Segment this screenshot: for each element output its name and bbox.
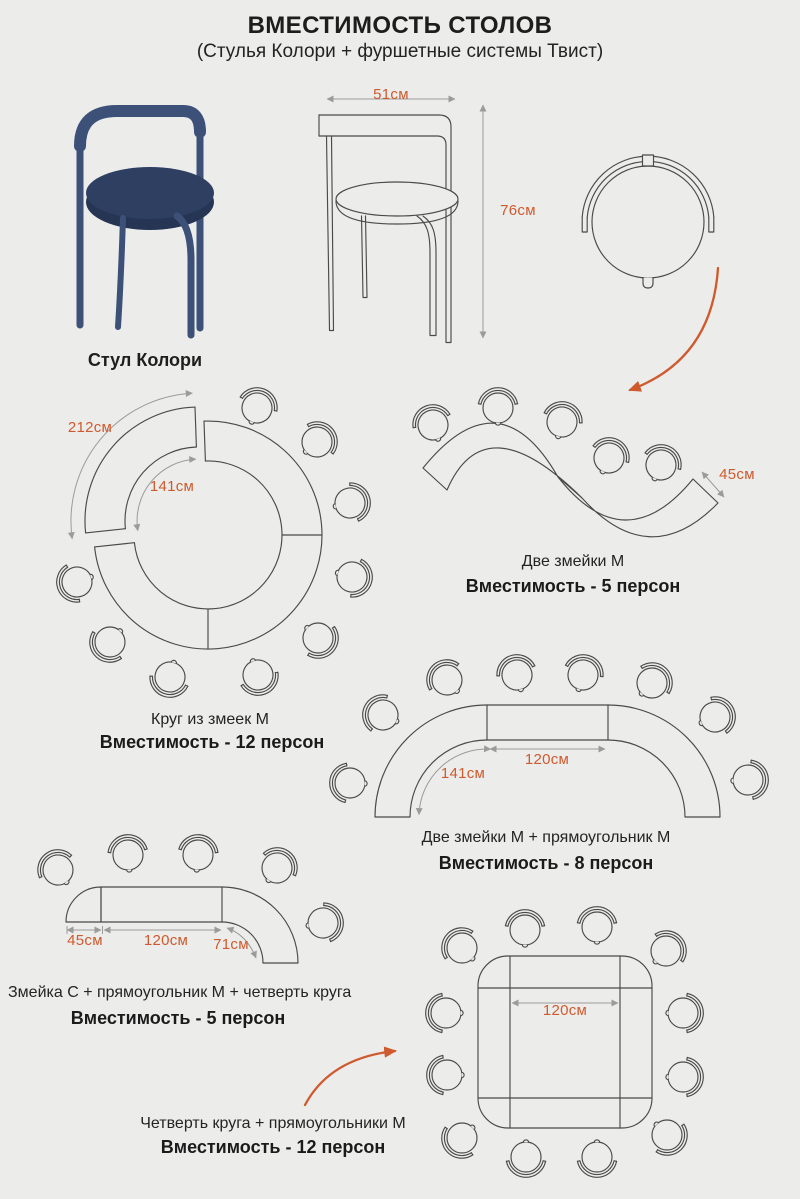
- chair-top-icon: [356, 689, 406, 740]
- chair-top-icon: [584, 431, 635, 481]
- dimension-label: 71см: [213, 936, 249, 953]
- page-title: ВМЕСТИМОСТЬ СТОЛОВ: [247, 12, 553, 39]
- chair-top-icon: [107, 833, 149, 874]
- chair-top-icon: [666, 993, 703, 1032]
- wave-diagram: [405, 395, 770, 605]
- chair-top-icon: [666, 1057, 703, 1096]
- chair-top-icon: [329, 479, 374, 526]
- chair-top-icon: [177, 833, 219, 874]
- chair-top-icon: [251, 840, 305, 893]
- outer-dimension-arc: [71, 393, 192, 539]
- arch-layout-capacity: Вместимость - 8 персон: [438, 853, 654, 873]
- chair-top-icon: [730, 759, 769, 800]
- square-diagram: [425, 895, 717, 1190]
- square-layout-capacity: Вместимость - 12 персон: [160, 1137, 386, 1157]
- chair-top-icon: [626, 655, 680, 709]
- chair-top-icon: [640, 923, 694, 977]
- chair-top-icon: [329, 763, 368, 803]
- square-layout-name: Четверть круга + прямоугольники М: [140, 1115, 406, 1132]
- chair-photo-label: Стул Колори: [87, 350, 203, 370]
- arch-layout-name: Две змейки М + прямоугольник М: [421, 829, 671, 846]
- chair-top-icon: [51, 558, 100, 608]
- chair-top-icon: [291, 414, 345, 468]
- chair-top-icon: [636, 438, 687, 488]
- chair-top-icon: [539, 397, 587, 443]
- dimension-label: 120см: [542, 1002, 588, 1019]
- chair-top-icon: [641, 1109, 695, 1163]
- snake-combo-diagram: [20, 840, 365, 980]
- chair-top-icon: [559, 650, 607, 697]
- ring-table: [85, 407, 322, 649]
- ring-layout-name: Круг из змеек М: [151, 711, 269, 728]
- chair-top-icon: [691, 691, 741, 742]
- snake-combo-layout-capacity: Вместимость - 5 персон: [70, 1008, 286, 1028]
- square-table: [478, 956, 652, 1128]
- chair-top-icon: [506, 1140, 545, 1177]
- wave-layout-name: Две змейки М: [521, 553, 625, 570]
- ring-layout-capacity: Вместимость - 12 персон: [99, 732, 325, 752]
- chair-photo: [55, 90, 245, 352]
- snake-combo-layout-name: Змейка С + прямоугольник М + четверть круга: [8, 984, 352, 1001]
- dimension-label: 45см: [67, 932, 103, 949]
- chair-top-icon: [419, 652, 473, 706]
- dimension-label: 212см: [67, 419, 113, 436]
- chair-top-icon: [434, 920, 488, 974]
- wave-layout-capacity: Вместимость - 5 персон: [465, 576, 681, 596]
- arch-diagram: [330, 655, 770, 835]
- page-subtitle: (Стулья Колори + фуршетные системы Твист): [196, 41, 604, 62]
- chair-top-icon: [82, 616, 136, 670]
- curved-arrow-icon: [290, 1035, 420, 1120]
- chair-top-icon: [303, 900, 347, 945]
- chair-top-icon: [234, 652, 284, 701]
- chair-front-drawing: [300, 85, 545, 355]
- chair-top-icon: [434, 1112, 488, 1166]
- chair-top-icon: [146, 655, 194, 701]
- chair-top-icon: [233, 382, 283, 431]
- chair-top-icon: [478, 388, 517, 425]
- dimension-label: 76см: [500, 202, 536, 219]
- dimension-label: 120см: [143, 932, 189, 949]
- chair-top-icon: [493, 650, 541, 696]
- dimension-label: 45см: [719, 466, 755, 483]
- chair-top-icon: [505, 910, 544, 947]
- arch-chairs: [329, 650, 769, 803]
- dimension-label: 141см: [149, 478, 195, 495]
- dimension-label: 120см: [524, 751, 570, 768]
- chair-top-icon: [577, 1140, 616, 1177]
- chair-top-icon: [427, 1055, 464, 1094]
- chair-top-icon: [30, 842, 84, 895]
- snake-combo-chairs: [30, 833, 346, 945]
- dimension-label: 51см: [373, 86, 409, 103]
- curved-arrow-icon: [600, 255, 735, 405]
- dimension-label: 141см: [440, 765, 486, 782]
- wave-table: [423, 423, 718, 537]
- chair-top-icon: [330, 553, 377, 601]
- chair-top-icon: [577, 907, 616, 944]
- square-chairs: [426, 907, 704, 1178]
- chair-top-icon: [426, 993, 463, 1032]
